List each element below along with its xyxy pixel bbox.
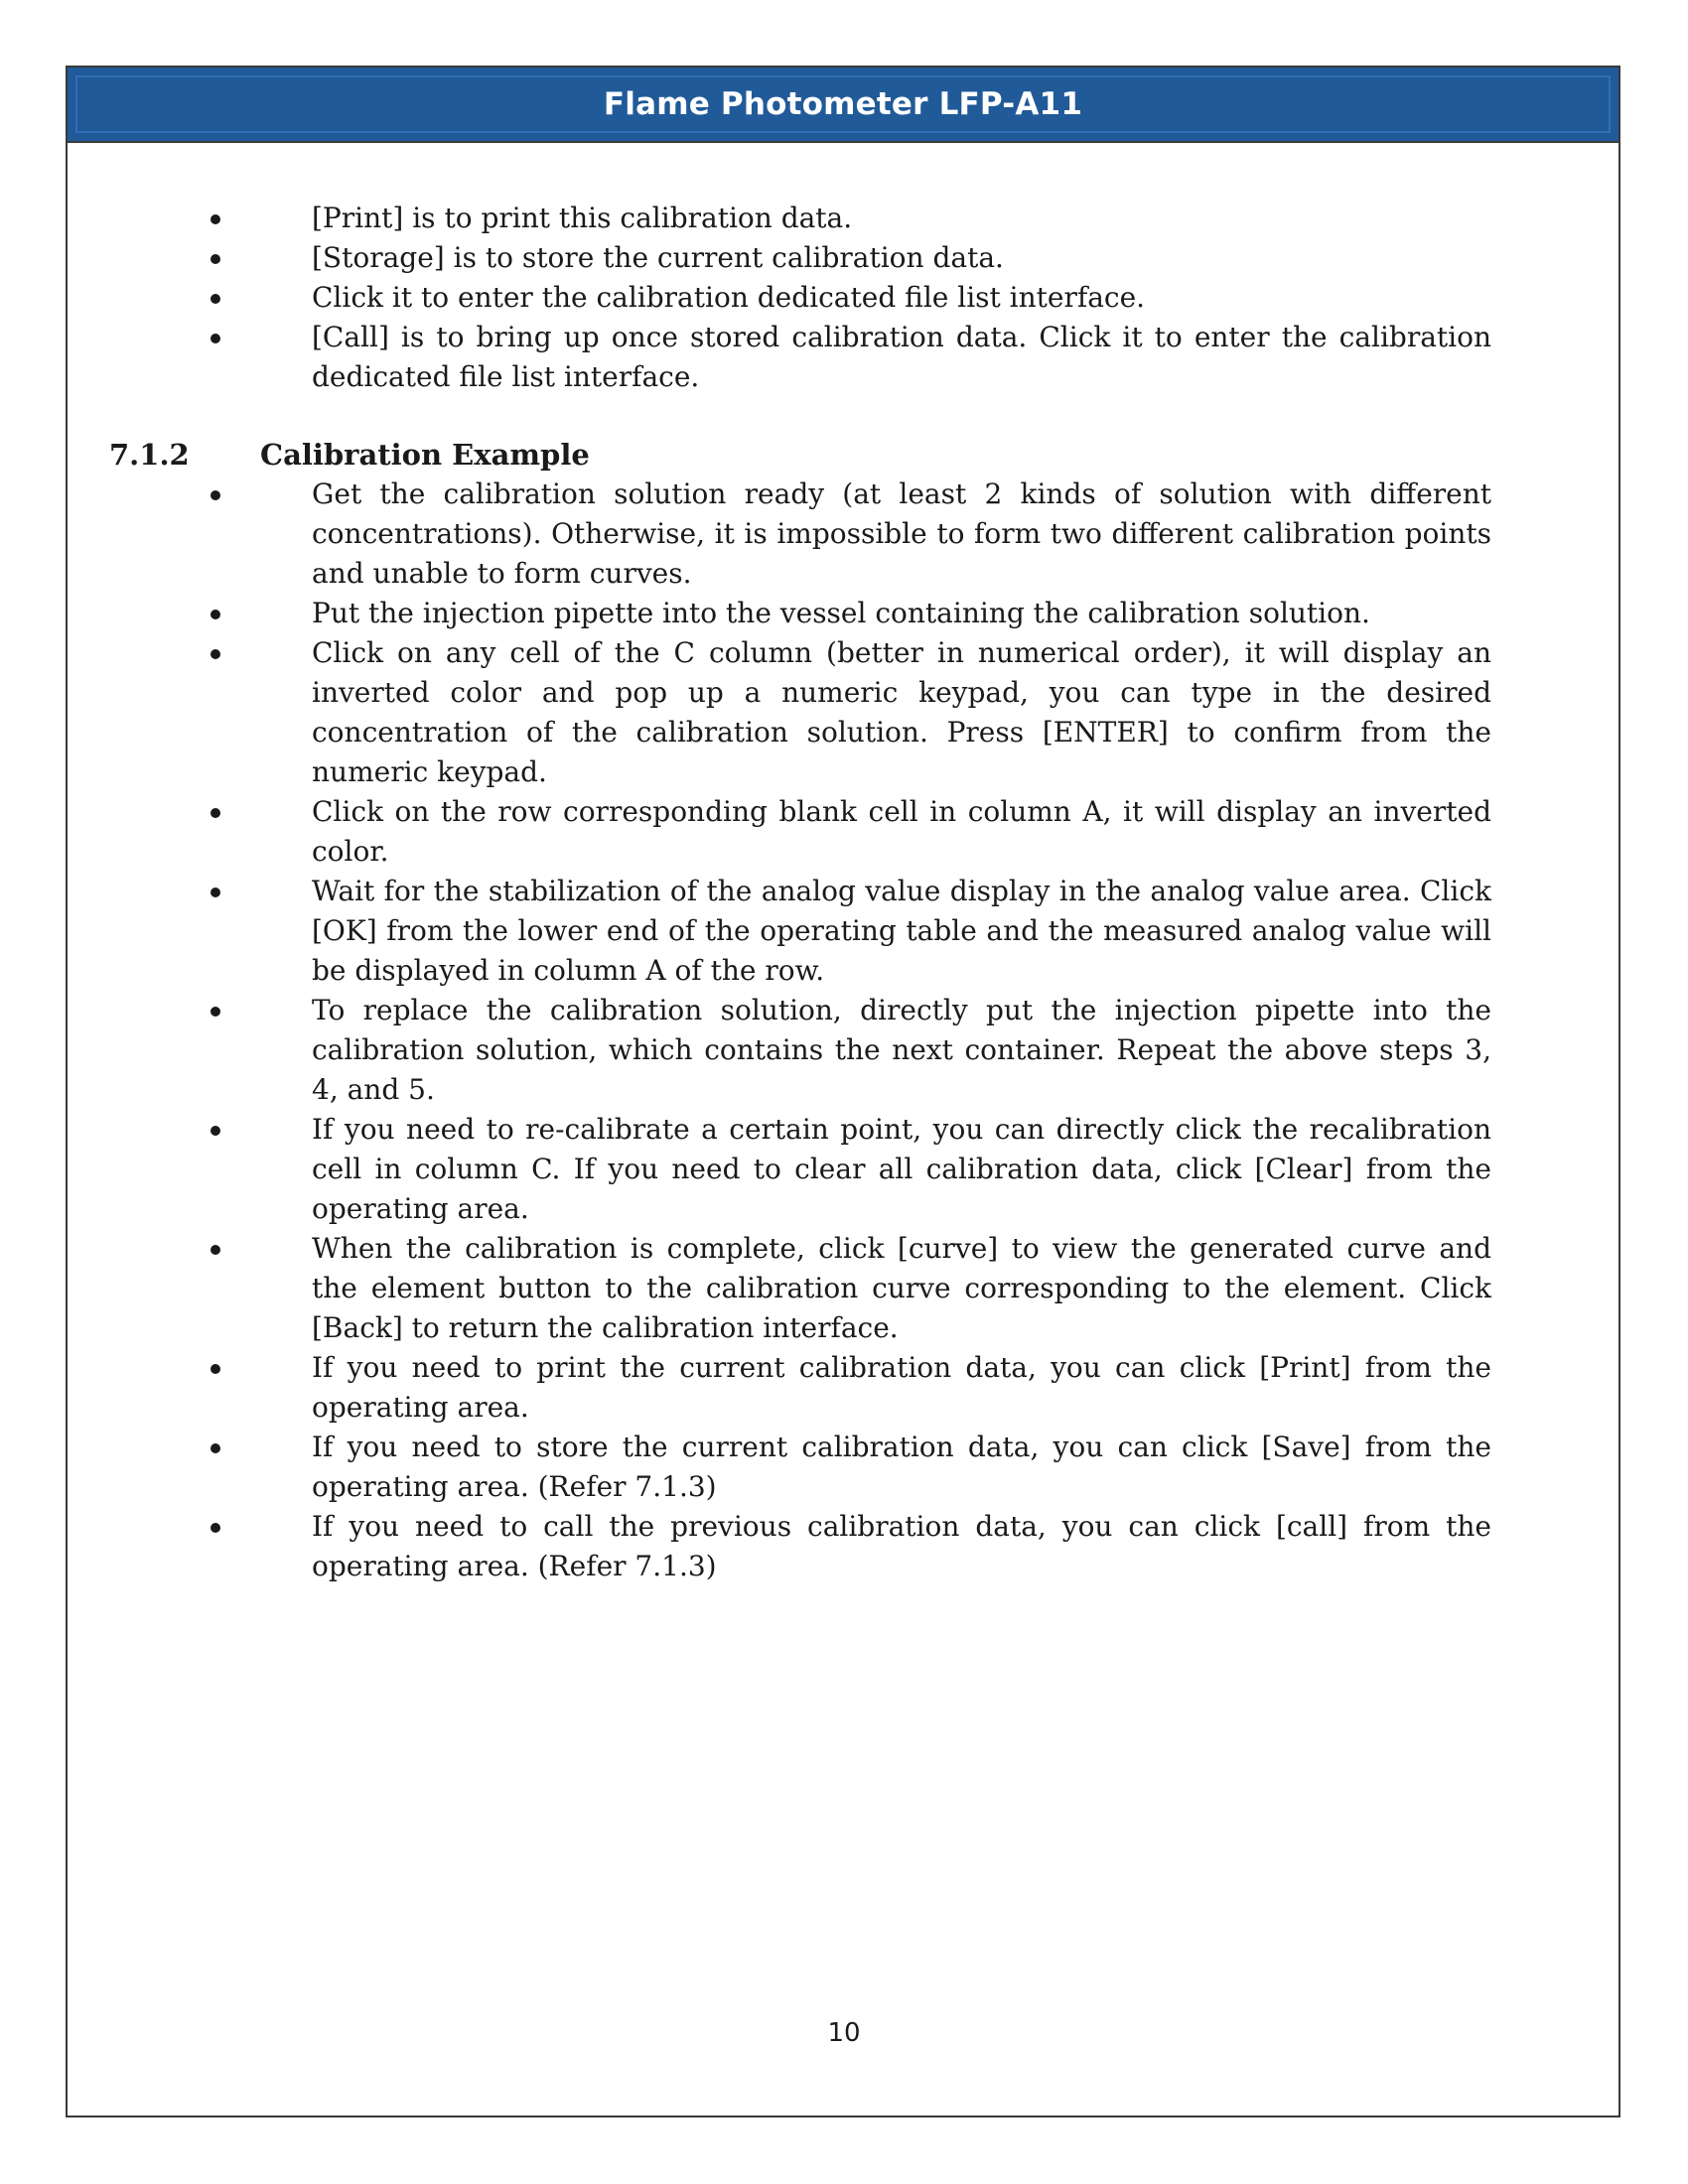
list-item-text: If you need to re-calibrate a certain point, you can directly click the recalibration cell in column C. If you need to clear all calibration data, click [Clear] from the operating area. [312,1113,1491,1225]
list-item [209,991,1491,1110]
list-item-text: If you need to call the previous calibration data, you can click [call] from the operating area. (Refer 7.1.3) [312,1510,1491,1582]
list-item-text: [Print] is to print this calibration data. [312,202,853,234]
list-item-text: If you need to store the current calibration data, you can click [Save] from the operating area. (Refer 7.1.3) [312,1431,1491,1503]
page-header-inner [75,75,1611,133]
list-item [209,1110,1491,1229]
page-header [66,66,1620,143]
list-item-text: To replace the calibration solution, directly put the injection pipette into the calibration solution, which contains the next container. Repeat the above steps 3, 4, and 5. [312,994,1491,1106]
list-item [209,1229,1491,1348]
section-title: Calibration Example [260,438,590,472]
list-item [209,792,1491,872]
list-item-text: Click on any cell of the C column (better in numerical order), it will display an inverted color and pop up a numeric keypad, you can type in the desired concentration of the calibration solution. Press [ENTER] to confirm from the numeric keypad. [312,636,1491,788]
section-number: 7.1.2 [109,438,190,472]
list-item-text: If you need to print the current calibration data, you can click [Print] from the operating area. [312,1351,1491,1424]
intro-bullet-list [260,199,1491,397]
list-item [209,199,1491,238]
list-item [209,278,1491,318]
document-title: Flame Photometer LFP-A11 [603,86,1083,122]
list-item-text: Get the calibration solution ready (at least 2 kinds of solution with different concentrations). Otherwise, it is impossible to form two different calibration points and unable to form curves. [312,478,1491,590]
page-number: 10 [827,2018,861,2048]
list-item-text: Click on the row corresponding blank cell in column A, it will display an inverted color. [312,795,1491,868]
page-content [109,199,1491,1586]
list-item [209,872,1491,991]
list-item [209,1348,1491,1428]
section-bullet-list [260,475,1491,1586]
list-item-text: [Call] is to bring up once stored calibration data. Click it to enter the calibration dedicated file list interface. [312,321,1491,393]
list-item [209,594,1491,633]
list-item [209,475,1491,594]
section-heading [109,435,1491,475]
list-item-text: Wait for the stabilization of the analog value display in the analog value area. Click [OK] from the lower end of the operating table and the measured analog value will be displayed in column A of the row. [312,875,1491,987]
list-item [209,238,1491,278]
list-item [209,318,1491,397]
list-item-text: [Storage] is to store the current calibration data. [312,241,1004,274]
list-item-text: Click it to enter the calibration dedicated file list interface. [312,281,1146,314]
list-item-text: Put the injection pipette into the vessel containing the calibration solution. [312,597,1370,629]
list-item-text: When the calibration is complete, click [curve] to view the generated curve and the element button to the calibration curve corresponding to the element. Click [Back] to return the calibration interface. [312,1232,1491,1344]
list-item [209,633,1491,792]
list-item [209,1428,1491,1507]
list-item [209,1507,1491,1586]
